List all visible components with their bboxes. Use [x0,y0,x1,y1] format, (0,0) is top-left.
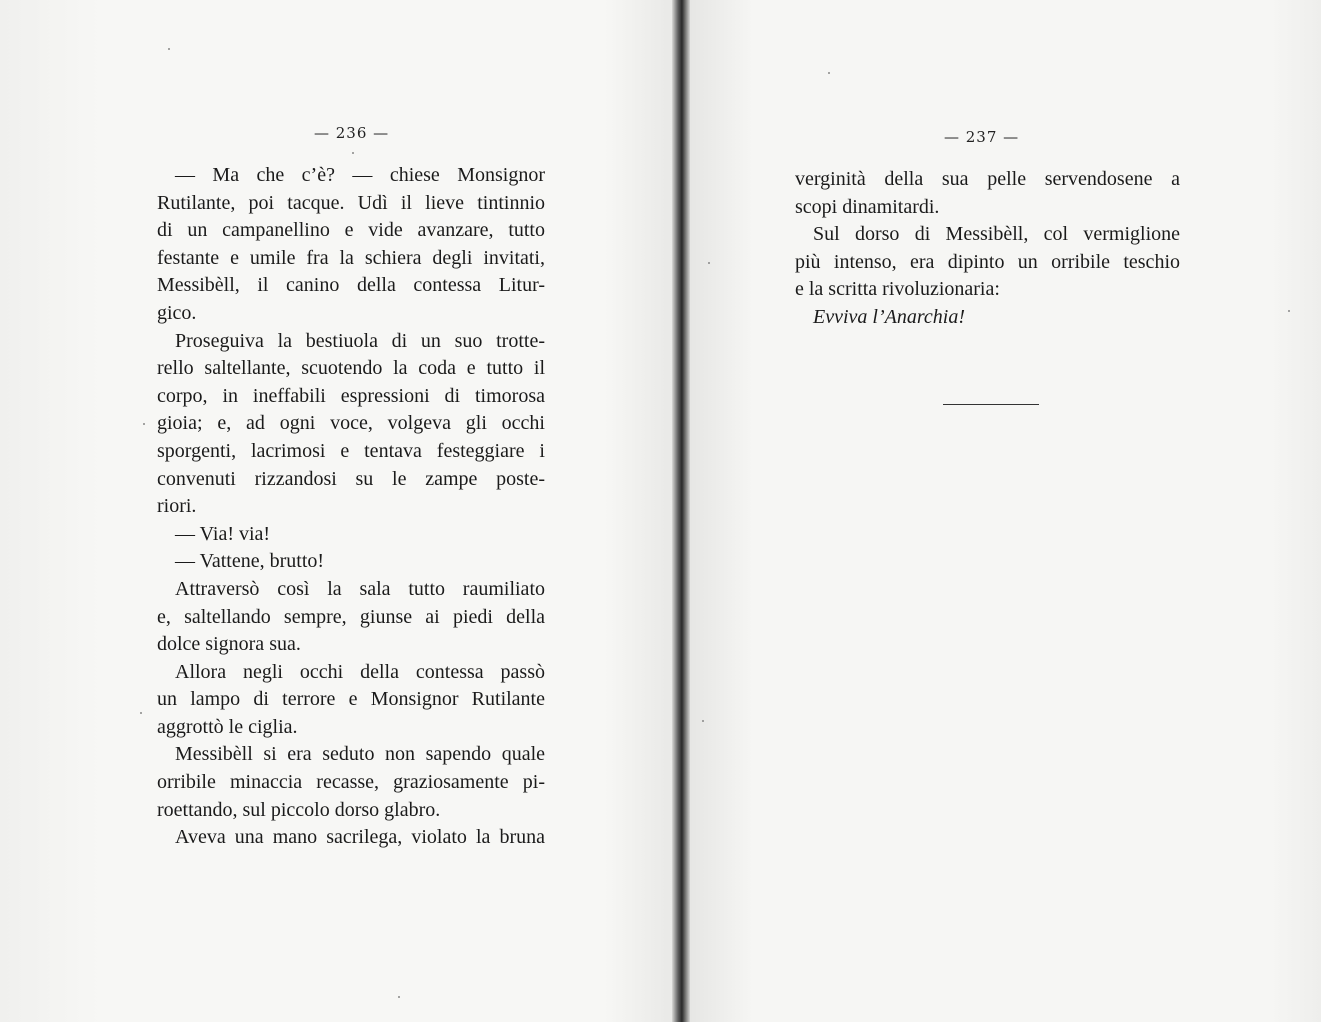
text-line: dolce signora sua. [157,633,301,656]
right-page [690,0,1321,1022]
page-number-left: — 236 — [314,124,390,142]
text-line: verginità della sua pelle servendosene a [795,168,1180,190]
book-gutter [672,0,690,1022]
text-line: di un campanellino e vide avanzare, tutto [157,219,545,242]
text-line: gico. [157,301,197,324]
text-line: riori. [157,495,197,518]
text-line: Messibèll si era seduto non sapendo quale [175,743,545,766]
text-line: più intenso, era dipinto un orribile teschio [795,250,1180,273]
text-line: Messibèll, il canino della contessa Litur- [157,274,545,297]
paper-speck [1288,310,1290,312]
text-line: Aveva una mano sacrilega, violato la bruna [175,826,545,849]
right-page-text [795,166,1180,332]
text-line: sporgenti, lacrimosi e tentava festeggiare i [157,439,545,462]
paper-speck [352,152,354,154]
text-line: — Ma che c’è? — chiese Monsignor [175,164,545,186]
text-line: Sul dorso di Messibèll, col vermiglione [813,223,1180,246]
paper-speck [828,72,830,74]
page-number-right: — 237 — [944,128,1020,146]
text-line: Proseguiva la bestiuola di un suo trotte- [175,329,545,352]
text-line: roettando, sul piccolo dorso glabro. [157,798,441,821]
text-line: scopi dinamitardi. [795,195,940,218]
paper-speck [398,996,400,998]
text-line: Evviva l’Anarchia! [813,305,965,328]
text-line: corpo, in ineffabili espressioni di timorosa [157,384,545,407]
text-line: aggrottò le ciglia. [157,715,298,738]
paper-speck [168,48,170,50]
text-line: festante e umile fra la schiera degli invitati, [157,246,545,269]
text-line: orribile minaccia recasse, graziosamente pi- [157,771,545,794]
text-line: un lampo di terrore e Monsignor Rutilante [157,688,545,711]
text-line: Attraversò così la sala tutto raumiliato [175,577,545,600]
text-line: Rutilante, poi tacque. Udì il lieve tintinnio [157,191,545,214]
text-line: rello saltellante, scuotendo la coda e tutto il [157,357,545,380]
text-line: e, saltellando sempre, giunse ai piedi della [157,605,545,628]
left-page-text [157,162,545,852]
text-line: e la scritta rivoluzionaria: [795,278,1000,301]
text-line: gioia; e, ad ogni voce, volgeva gli occhi [157,412,545,435]
text-line: Allora negli occhi della contessa passò [175,660,545,683]
paper-speck [140,712,142,714]
text-line: — Vattene, brutto! [175,550,325,573]
paper-speck [143,423,145,425]
paper-speck [702,720,704,722]
end-rule [943,404,1039,405]
text-line: convenuti rizzandosi su le zampe poste- [157,467,545,490]
text-line: — Via! via! [175,522,271,545]
paper-speck [708,262,710,264]
